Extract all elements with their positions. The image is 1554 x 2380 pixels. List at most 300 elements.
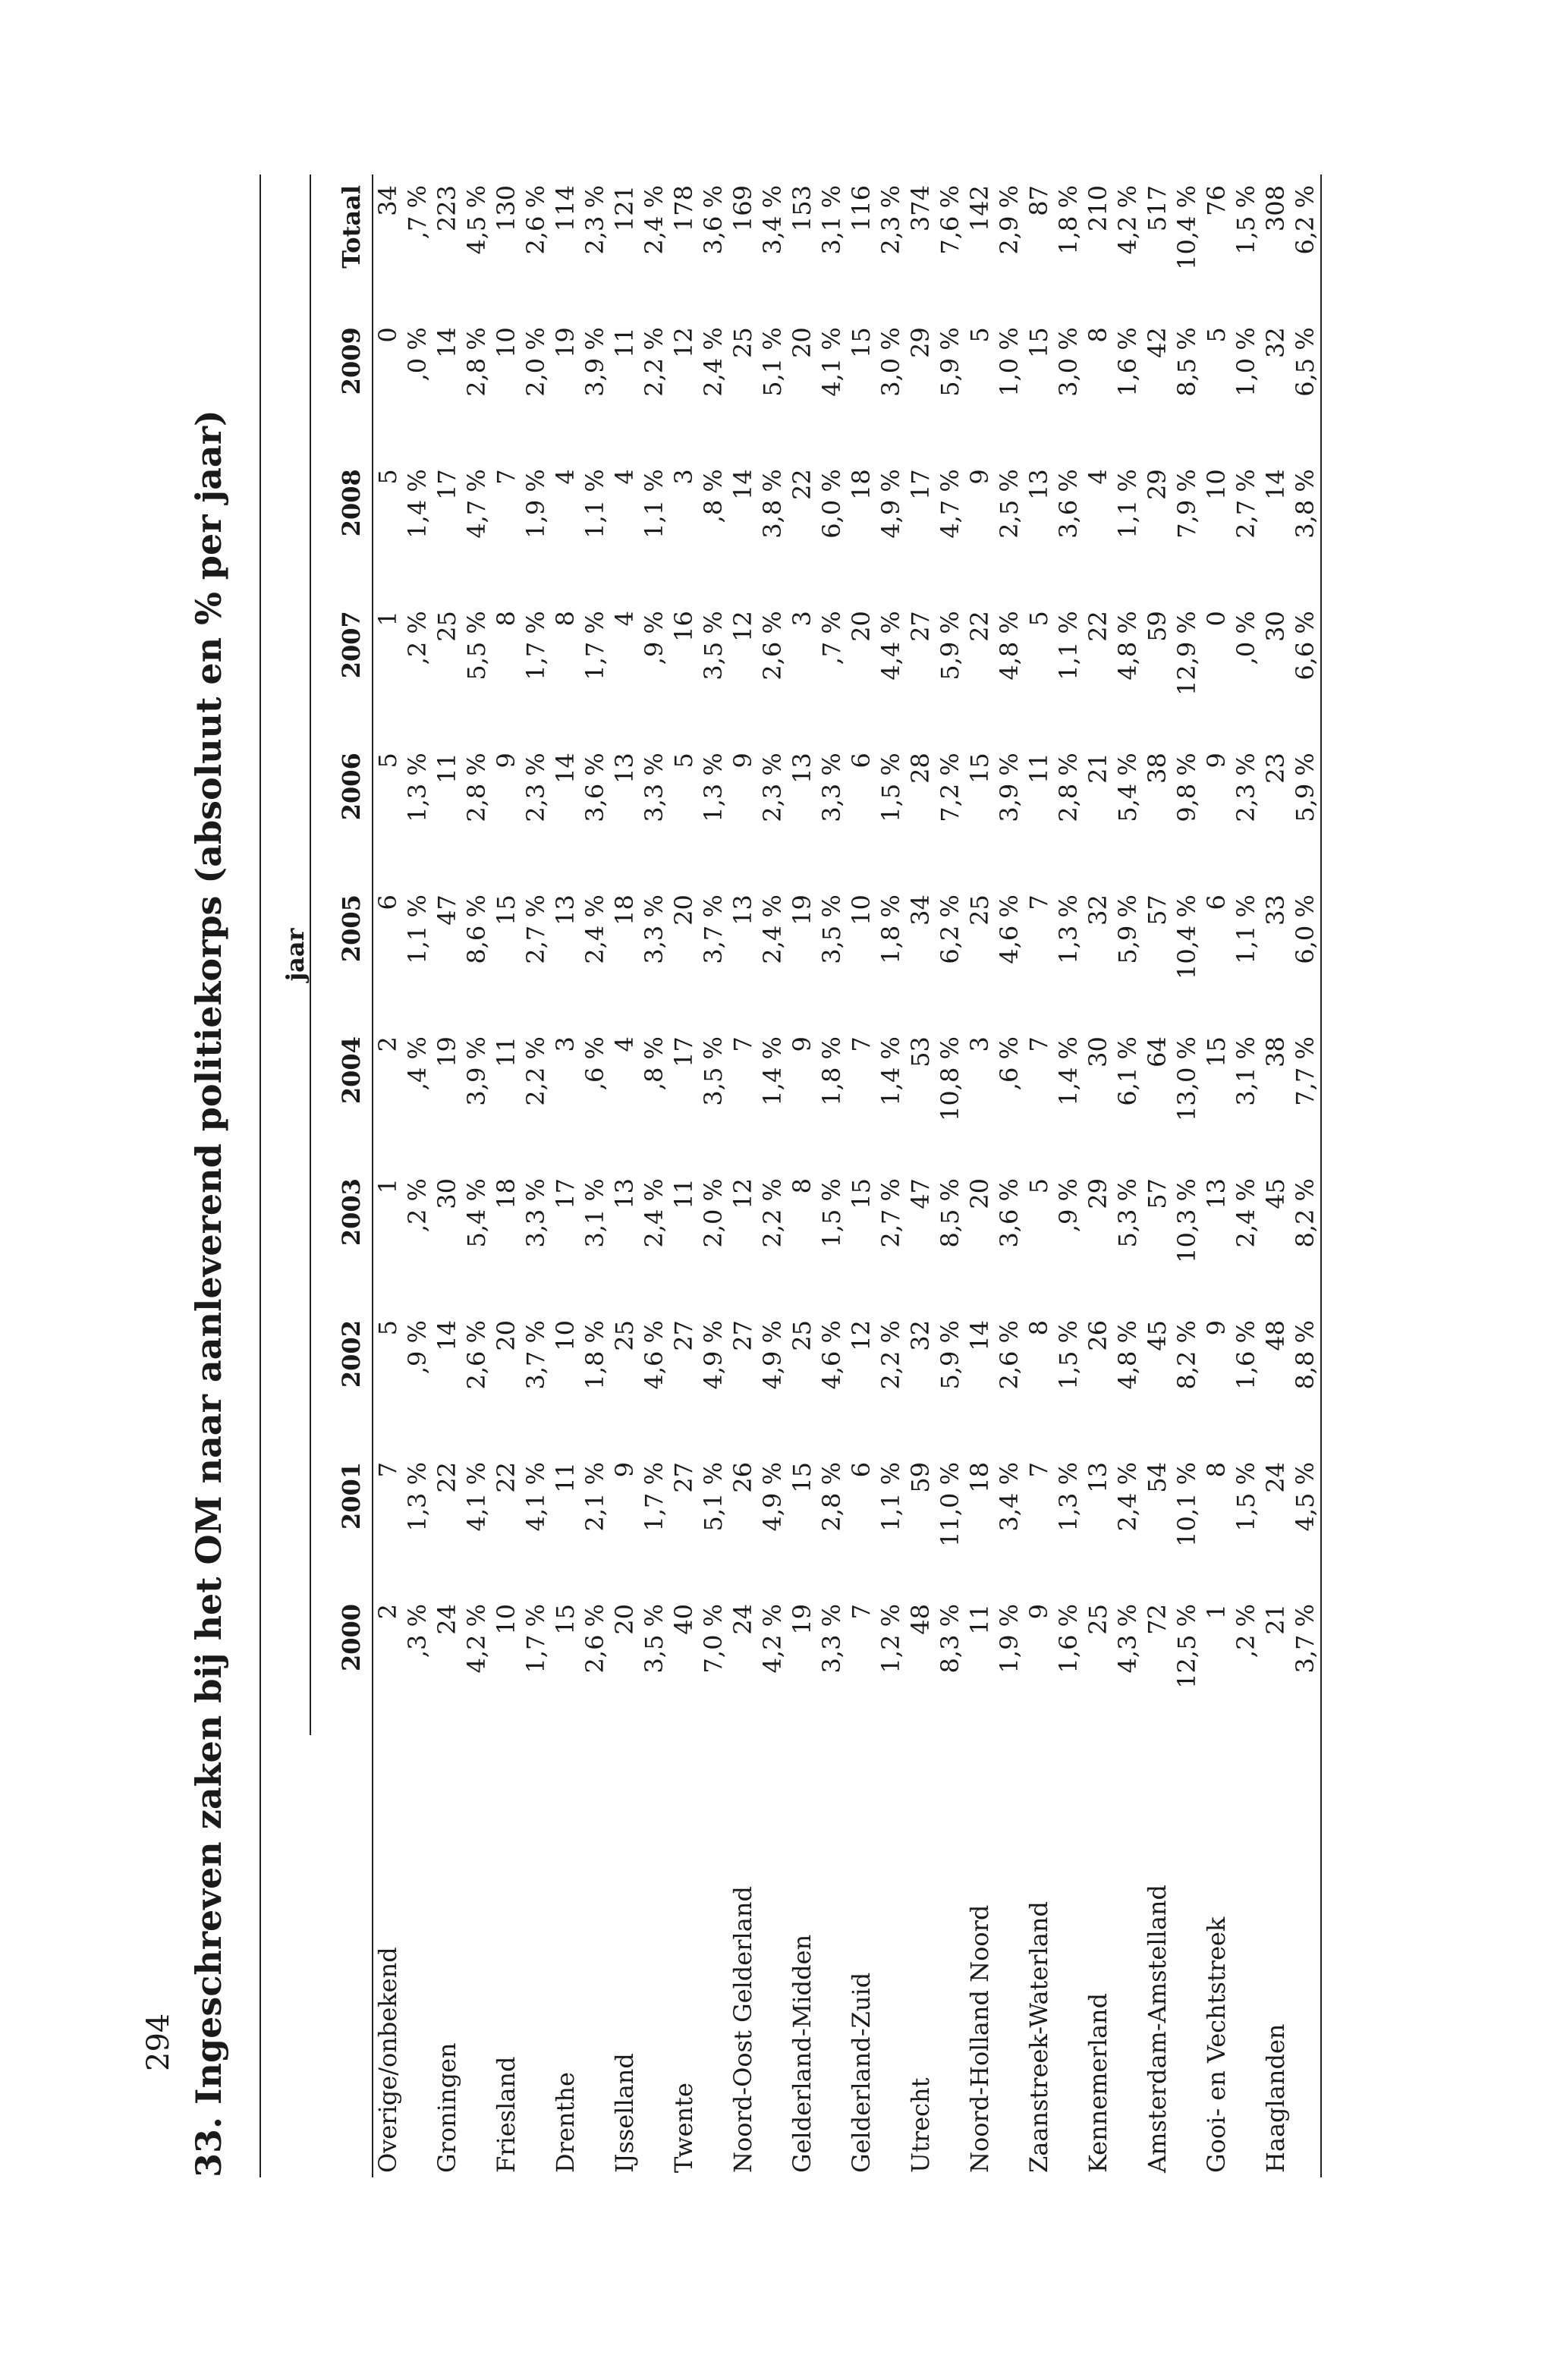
row-label-blank (521, 1735, 551, 2177)
cell-absolute: 0 (1202, 611, 1231, 627)
cell-percentage: 1,8 % (817, 1036, 846, 1106)
cell-absolute: 42 (1143, 327, 1172, 358)
cell-percentage: 4,8 % (1113, 611, 1142, 681)
cell-percentage: 2,4 % (758, 894, 787, 964)
cell-absolute: 7 (492, 469, 521, 485)
cell-absolute: 2 (373, 1036, 402, 1052)
cell-percentage: 8,3 % (936, 1603, 964, 1674)
cell-absolute: 27 (906, 611, 935, 642)
cell-percentage: 10,8 % (936, 1036, 964, 1121)
cell-absolute: 20 (965, 1178, 994, 1209)
cell-percentage: 1,7 % (521, 611, 550, 681)
cell-percentage: 1,1 % (1232, 894, 1260, 964)
cell-absolute: 59 (1143, 611, 1172, 642)
cell-percentage: 1,3 % (403, 1462, 432, 1532)
cell-percentage: 6,0 % (817, 469, 846, 539)
cell-absolute: 223 (433, 185, 461, 232)
cell-absolute: 15 (551, 1603, 580, 1635)
row-label-blank (640, 1735, 669, 2177)
cell-absolute: 19 (551, 327, 580, 358)
row-label: Utrecht (906, 2077, 935, 2173)
cell-percentage: 3,4 % (995, 1462, 1024, 1532)
cell-absolute: 374 (906, 185, 935, 232)
cell-percentage: 2,4 % (580, 894, 609, 964)
cell-absolute: 7 (1024, 894, 1053, 910)
cell-absolute: 11 (1024, 753, 1053, 784)
cell-percentage: 4,5 % (462, 185, 491, 255)
cell-percentage: 1,4 % (403, 469, 432, 539)
cell-absolute: 9 (492, 753, 521, 769)
cell-absolute: 14 (1261, 469, 1290, 500)
cell-percentage: 4,6 % (995, 894, 1024, 964)
table-title: 33. Ingeschreven zaken bij het OM naar aanleverend politiekorps (absoluut en % per jaar) (188, 410, 229, 2177)
cell-percentage: 10,1 % (1172, 1462, 1201, 1547)
cell-absolute: 153 (788, 185, 816, 232)
cell-absolute: 24 (728, 1603, 757, 1635)
cell-percentage: 6,6 % (1291, 600, 1321, 742)
cell-percentage: 3,6 % (699, 185, 728, 255)
cell-absolute: 14 (551, 753, 580, 784)
cell-percentage: 3,3 % (817, 1603, 846, 1674)
cell-percentage: 5,5 % (462, 611, 491, 681)
cell-absolute: 40 (669, 1603, 698, 1635)
row-label: Gelderland-Midden (788, 1934, 816, 2173)
cell-percentage: 2,3 % (580, 185, 609, 255)
cell-percentage: 1,3 % (699, 753, 728, 822)
cell-absolute: 26 (728, 1462, 757, 1493)
table-row-absolute (1024, 174, 1054, 2177)
cell-absolute: 30 (1261, 611, 1290, 642)
cell-percentage: 2,6 % (521, 185, 550, 255)
cell-percentage: 1,5 % (1054, 1320, 1083, 1390)
cell-percentage: 2,4 % (640, 1178, 668, 1248)
cell-absolute: 25 (610, 1320, 639, 1351)
cell-percentage: 2,8 % (1054, 753, 1083, 822)
cell-percentage: 4,1 % (817, 327, 846, 397)
cell-absolute: 11 (669, 1178, 698, 1209)
cell-percentage: 13,0 % (1172, 1036, 1201, 1121)
cell-absolute: 12 (728, 1178, 757, 1209)
cell-absolute: 13 (1202, 1178, 1231, 1209)
cell-absolute: 76 (1202, 185, 1231, 216)
cell-percentage: 3,1 % (1232, 1036, 1260, 1106)
table-row-percentage (699, 174, 728, 2177)
cell-absolute: 25 (965, 894, 994, 926)
row-label: Friesland (492, 2056, 521, 2173)
cell-percentage: 3,9 % (995, 753, 1024, 822)
cell-percentage: 5,9 % (1291, 742, 1321, 884)
cell-percentage: 7,7 % (1291, 1026, 1321, 1168)
table-row-percentage (403, 174, 433, 2177)
cell-absolute: 4 (610, 611, 639, 627)
cell-absolute: 17 (669, 1036, 698, 1067)
table-row-absolute (847, 174, 876, 2177)
cell-absolute: 517 (1143, 185, 1172, 232)
cell-percentage: 2,2 % (521, 1036, 550, 1106)
cell-percentage: 2,7 % (521, 894, 550, 964)
column-header-2002: 2002 (310, 1309, 373, 1451)
cell-percentage: 2,7 % (876, 1178, 905, 1248)
cell-percentage: 2,5 % (995, 469, 1024, 539)
cell-absolute: 6 (847, 1462, 876, 1478)
cell-absolute: 19 (788, 894, 816, 926)
cell-percentage: 2,0 % (699, 1178, 728, 1248)
cell-absolute: 54 (1143, 1462, 1172, 1493)
cell-absolute: 4 (610, 469, 639, 485)
cell-absolute: 9 (965, 469, 994, 485)
row-label-blank (403, 1735, 433, 2177)
cell-absolute: 38 (1143, 753, 1172, 784)
cell-absolute: 27 (669, 1320, 698, 1351)
cell-absolute: 11 (610, 327, 639, 358)
cell-percentage: 4,8 % (995, 611, 1024, 681)
cell-absolute: 8 (1084, 327, 1112, 343)
cell-absolute: 15 (492, 894, 521, 926)
cell-percentage: ,0 % (403, 327, 432, 382)
cell-absolute: 116 (847, 185, 876, 232)
cell-absolute: 5 (373, 753, 402, 769)
row-label: Amsterdam-Amstelland (1143, 1885, 1172, 2173)
cell-percentage: 10,3 % (1172, 1178, 1201, 1263)
cell-absolute: 17 (433, 469, 461, 500)
cell-absolute: 114 (551, 185, 580, 232)
table-row-absolute (433, 174, 462, 2177)
cell-percentage: 3,6 % (1054, 469, 1083, 539)
corner-cell (260, 1735, 310, 2177)
cell-percentage: 3,7 % (699, 894, 728, 964)
cell-absolute: 59 (906, 1462, 935, 1493)
cell-absolute: 210 (1084, 185, 1112, 232)
cell-percentage: 4,2 % (1113, 185, 1142, 255)
cell-absolute: 15 (1024, 327, 1053, 358)
cell-percentage: 3,5 % (640, 1603, 668, 1674)
cell-percentage: 5,4 % (462, 1178, 491, 1248)
cell-percentage: 2,4 % (1113, 1462, 1142, 1532)
cell-absolute: 20 (492, 1320, 521, 1351)
table-row-percentage (876, 174, 906, 2177)
cell-absolute: 20 (610, 1603, 639, 1635)
cell-absolute: 1 (1202, 1603, 1231, 1620)
cell-absolute: 25 (788, 1320, 816, 1351)
cell-percentage: 5,9 % (936, 611, 964, 681)
cell-absolute: 21 (1084, 753, 1112, 784)
table-row-percentage (758, 174, 788, 2177)
cell-percentage: 1,4 % (758, 1036, 787, 1106)
cell-absolute: 16 (669, 611, 698, 642)
cell-absolute: 1 (373, 611, 402, 627)
cell-absolute: 25 (1084, 1603, 1112, 1635)
cell-absolute: 8 (788, 1178, 816, 1194)
page-number: 294 (141, 2013, 176, 2071)
cell-percentage: 1,8 % (580, 1320, 609, 1390)
cell-percentage: 1,0 % (995, 327, 1024, 397)
cell-percentage: 5,9 % (936, 327, 964, 397)
cell-absolute: 9 (1202, 753, 1231, 769)
table-row-absolute (610, 174, 640, 2177)
cell-absolute: 6 (1202, 894, 1231, 910)
cell-percentage: 1,3 % (403, 753, 432, 822)
table-row-percentage (521, 174, 551, 2177)
cell-absolute: 142 (965, 185, 994, 232)
cell-absolute: 121 (610, 185, 639, 232)
cell-absolute: 19 (433, 1036, 461, 1067)
cell-percentage: 2,1 % (580, 1462, 609, 1532)
cell-percentage: 1,8 % (876, 894, 905, 964)
cell-absolute: 308 (1261, 185, 1290, 232)
column-header-totaal: Totaal (310, 174, 373, 316)
cell-absolute: 1 (373, 1178, 402, 1194)
row-label-blank (1054, 1735, 1084, 2177)
cell-absolute: 57 (1143, 894, 1172, 926)
cell-absolute: 2 (373, 1603, 402, 1620)
cell-absolute: 64 (1143, 1036, 1172, 1067)
cell-percentage: 1,4 % (876, 1036, 905, 1106)
cell-percentage: 5,1 % (758, 327, 787, 397)
cell-absolute: 5 (1024, 1178, 1053, 1194)
row-label: Gelderland-Zuid (847, 1972, 876, 2173)
cell-percentage: 4,2 % (758, 1603, 787, 1674)
cell-percentage: ,9 % (640, 611, 668, 665)
cell-absolute: 14 (433, 1320, 461, 1351)
cell-percentage: 4,6 % (640, 1320, 668, 1390)
cell-percentage: 1,5 % (817, 1178, 846, 1248)
cell-percentage: 2,2 % (758, 1178, 787, 1248)
cell-absolute: 6 (847, 753, 876, 769)
cell-percentage: ,8 % (640, 1036, 668, 1091)
row-label-blank (817, 1735, 847, 2177)
cell-percentage: 1,6 % (1232, 1320, 1260, 1390)
cell-percentage: 6,0 % (1291, 884, 1321, 1026)
row-label: Noord-Oost Gelderland (728, 1886, 757, 2173)
cell-percentage: 1,2 % (876, 1603, 905, 1674)
cell-percentage: ,6 % (995, 1036, 1024, 1091)
cell-percentage: 2,3 % (521, 753, 550, 822)
cell-absolute: 15 (788, 1462, 816, 1493)
row-label-blank (462, 1735, 492, 2177)
cell-absolute: 47 (906, 1178, 935, 1209)
table-row-absolute (1202, 174, 1232, 2177)
cell-absolute: 13 (728, 894, 757, 926)
cell-percentage: 1,7 % (640, 1462, 668, 1532)
cell-absolute: 22 (492, 1462, 521, 1493)
table-row-percentage (1054, 174, 1084, 2177)
cell-absolute: 13 (1084, 1462, 1112, 1493)
cell-absolute: 72 (1143, 1603, 1172, 1635)
cell-absolute: 27 (728, 1320, 757, 1351)
cell-percentage: 2,3 % (1232, 753, 1260, 822)
column-header-2000: 2000 (310, 1593, 373, 1735)
cell-absolute: 22 (433, 1462, 461, 1493)
cell-percentage: ,9 % (1054, 1178, 1083, 1233)
table-row-absolute (551, 174, 580, 2177)
cell-absolute: 11 (433, 753, 461, 784)
cell-absolute: 21 (1261, 1603, 1290, 1635)
table-row-percentage (1232, 174, 1261, 2177)
cell-absolute: 7 (1024, 1462, 1053, 1478)
cell-percentage: 4,7 % (462, 469, 491, 539)
cell-percentage: 3,3 % (521, 1178, 550, 1248)
cell-percentage: 3,8 % (758, 469, 787, 539)
data-table (260, 174, 1322, 2177)
cell-absolute: 7 (847, 1603, 876, 1620)
row-label-blank (580, 1735, 610, 2177)
cell-absolute: 5 (373, 469, 402, 485)
cell-absolute: 12 (728, 611, 757, 642)
cell-absolute: 26 (1084, 1320, 1112, 1351)
cell-percentage: ,7 % (403, 185, 432, 240)
cell-percentage: 6,1 % (1113, 1036, 1142, 1106)
table-row-absolute (728, 174, 758, 2177)
rotated-table-block (175, 174, 1389, 2177)
cell-percentage: 7,6 % (936, 185, 964, 255)
cell-absolute: 20 (669, 894, 698, 926)
cell-percentage: 4,9 % (876, 469, 905, 539)
row-label-blank (876, 1735, 906, 2177)
cell-percentage: 1,1 % (1113, 469, 1142, 539)
table-body (373, 174, 1321, 2177)
cell-absolute: 22 (965, 611, 994, 642)
row-label-blank (1172, 1735, 1202, 2177)
cell-absolute: 13 (610, 753, 639, 784)
cell-absolute: 47 (433, 894, 461, 926)
column-header-2004: 2004 (310, 1026, 373, 1168)
cell-percentage: 1,1 % (876, 1462, 905, 1532)
cell-percentage: 11,0 % (936, 1462, 964, 1547)
cell-percentage: 4,8 % (1113, 1320, 1142, 1390)
row-label-blank (699, 1735, 728, 2177)
cell-percentage: 1,9 % (995, 1603, 1024, 1674)
table-row-percentage (936, 174, 965, 2177)
group-header-jaar: jaar (260, 174, 310, 1735)
cell-percentage: 7,2 % (936, 753, 964, 822)
cell-absolute: 22 (788, 469, 816, 500)
cell-percentage: 4,1 % (521, 1462, 550, 1532)
cell-absolute: 19 (788, 1603, 816, 1635)
cell-percentage: 3,1 % (817, 185, 846, 255)
row-label: Gooi- en Vechtstreek (1202, 1916, 1231, 2173)
cell-absolute: 20 (788, 327, 816, 358)
cell-percentage: 1,0 % (1232, 327, 1260, 397)
cell-percentage: 2,6 % (580, 1603, 609, 1674)
cell-percentage: 10,4 % (1172, 185, 1201, 270)
cell-absolute: 15 (847, 327, 876, 358)
cell-absolute: 24 (1261, 1462, 1290, 1493)
cell-absolute: 29 (906, 327, 935, 358)
cell-absolute: 32 (906, 1320, 935, 1351)
cell-absolute: 7 (373, 1462, 402, 1478)
cell-percentage: ,3 % (403, 1603, 432, 1658)
row-label: Zaanstreek-Waterland (1024, 1901, 1053, 2173)
cell-absolute: 13 (551, 894, 580, 926)
row-label: Noord-Holland Noord (965, 1904, 994, 2173)
cell-percentage: 1,8 % (1054, 185, 1083, 255)
cell-absolute: 5 (373, 1320, 402, 1336)
row-label-blank (1232, 1735, 1261, 2177)
row-label: Drenthe (551, 2072, 580, 2173)
table-row-percentage (995, 174, 1024, 2177)
cell-percentage: 3,9 % (580, 327, 609, 397)
row-label-blank (758, 1735, 788, 2177)
cell-absolute: 17 (906, 469, 935, 500)
group-header-row (260, 174, 310, 2177)
cell-absolute: 130 (492, 185, 521, 232)
cell-percentage: 3,1 % (580, 1178, 609, 1248)
cell-percentage: 3,6 % (580, 753, 609, 822)
cell-absolute: 3 (965, 1036, 994, 1052)
cell-absolute: 18 (965, 1462, 994, 1493)
cell-absolute: 30 (433, 1178, 461, 1209)
cell-absolute: 18 (847, 469, 876, 500)
table-row-percentage (817, 174, 847, 2177)
cell-percentage: ,4 % (403, 1036, 432, 1091)
cell-absolute: 8 (492, 611, 521, 627)
cell-absolute: 10 (492, 327, 521, 358)
cell-percentage: 8,2 % (1291, 1168, 1321, 1309)
row-label: Haaglanden (1261, 2023, 1290, 2173)
row-label-blank (1291, 1735, 1321, 2177)
cell-absolute: 25 (433, 611, 461, 642)
cell-absolute: 20 (847, 611, 876, 642)
cell-percentage: 2,3 % (758, 753, 787, 822)
cell-absolute: 11 (551, 1462, 580, 1493)
cell-percentage: 1,6 % (1113, 327, 1142, 397)
cell-absolute: 4 (610, 1036, 639, 1052)
cell-percentage: ,2 % (1232, 1603, 1260, 1658)
cell-absolute: 7 (728, 1036, 757, 1052)
cell-percentage: 6,2 % (936, 894, 964, 964)
cell-absolute: 15 (1202, 1036, 1231, 1067)
cell-percentage: 5,1 % (699, 1462, 728, 1532)
column-header-2006: 2006 (310, 742, 373, 884)
cell-percentage: 8,8 % (1291, 1309, 1321, 1451)
cell-absolute: 22 (1084, 611, 1112, 642)
cell-percentage: 2,4 % (1232, 1178, 1260, 1248)
cell-absolute: 8 (1024, 1320, 1053, 1336)
cell-absolute: 4 (1084, 469, 1112, 485)
cell-absolute: 5 (1024, 611, 1053, 627)
cell-percentage: 3,3 % (640, 753, 668, 822)
cell-percentage: 1,7 % (580, 611, 609, 681)
cell-percentage: 4,6 % (817, 1320, 846, 1390)
cell-percentage: ,6 % (580, 1036, 609, 1091)
column-header-2009: 2009 (310, 316, 373, 458)
cell-percentage: 1,4 % (1054, 1036, 1083, 1106)
cell-percentage: 2,6 % (995, 1320, 1024, 1390)
row-label: Groningen (433, 2042, 461, 2173)
cell-absolute: 14 (965, 1320, 994, 1351)
cell-percentage: 8,5 % (936, 1178, 964, 1248)
cell-percentage: ,9 % (403, 1320, 432, 1375)
cell-absolute: 32 (1084, 894, 1112, 926)
cell-percentage: 1,5 % (876, 753, 905, 822)
cell-percentage: ,2 % (403, 1178, 432, 1233)
cell-absolute: 11 (965, 1603, 994, 1635)
row-label: Kennemerland (1084, 1992, 1112, 2173)
cell-percentage: 4,9 % (758, 1320, 787, 1390)
cell-percentage: 1,3 % (1054, 894, 1083, 964)
cell-absolute: 17 (551, 1178, 580, 1209)
cell-absolute: 9 (610, 1462, 639, 1478)
cell-percentage: 8,2 % (1172, 1320, 1201, 1390)
cell-percentage: 6,2 % (1291, 174, 1321, 316)
table-row-percentage (1172, 174, 1202, 2177)
cell-percentage: 5,9 % (936, 1320, 964, 1390)
cell-absolute: 48 (906, 1603, 935, 1635)
cell-absolute: 28 (906, 753, 935, 784)
cell-absolute: 45 (1261, 1178, 1290, 1209)
cell-percentage: 10,4 % (1172, 894, 1201, 979)
cell-absolute: 18 (610, 894, 639, 926)
